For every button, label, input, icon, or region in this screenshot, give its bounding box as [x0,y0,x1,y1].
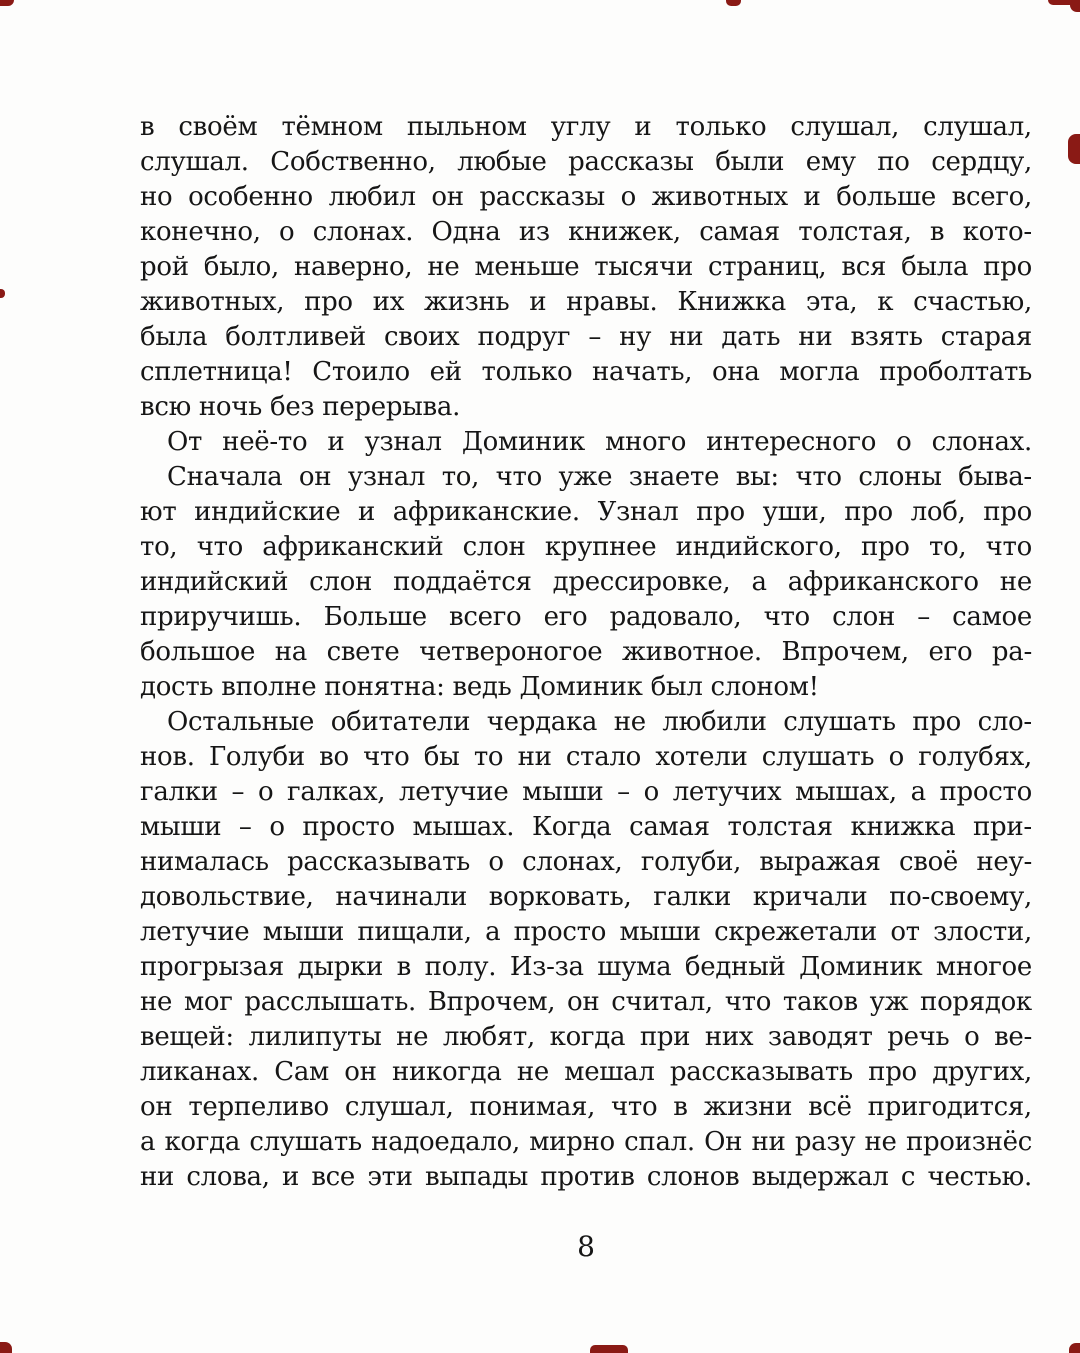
page-number: 8 [577,1230,595,1263]
text-line: конечно, о слонах. Одна из книжек, самая толстая, в кото- [140,217,1032,247]
scan-edge-mark-bottom-right [1069,1343,1080,1353]
scan-edge-mark-bottom-left [0,1342,12,1353]
text-line: нималась рассказывать о слонах, голуби, выражая своё неу- [140,847,1032,877]
text-line: дость вполне понятна: ведь Доминик был слоном! [140,672,819,702]
text-line: но особенно любил он рассказы о животных и больше всего, [140,182,1032,212]
scan-edge-mark-bottom-mark [590,1345,628,1353]
scan-edge-mark-left-speck [0,289,5,298]
scan-edge-mark-right-blob [1068,134,1080,164]
text-line: галки – о галках, летучие мыши – о летучих мышах, а просто [140,777,1032,807]
scan-edge-mark-top-right-corner [1070,0,1080,12]
text-line: нов. Голуби во что бы то ни стало хотели слушать о голубях, [140,742,1032,772]
text-line: то, что африканский слон крупнее индийского, про то, что [140,532,1032,562]
text-line: летучие мыши пищали, а просто мыши скрежетали от злости, [140,917,1032,947]
text-line: довольствие, начинали ворковать, галки кричали по-своему, [140,882,1032,912]
text-line: ют индийские и африканские. Узнал про уши, про лоб, про [140,497,1032,527]
text-line: Остальные обитатели чердака не любили слушать про сло- [167,707,1032,737]
text-line: приручишь. Больше всего его радовало, что слон – самое [140,602,1032,632]
text-line: От неё-то и узнал Доминик много интересного о слонах. [167,427,1032,457]
text-line: мыши – о просто мышах. Когда самая толстая книжка при- [140,812,1032,842]
scan-edge-mark-top-left [0,0,14,6]
text-line: сплетница! Стоило ей только начать, она могла проболтать [140,357,1032,387]
text-line: а когда слушать надоедало, мирно спал. Он ни разу не произнёс [140,1127,1032,1157]
text-line: ни слова, и все эти выпады против слонов выдержал с честью. [140,1162,1032,1192]
text-line: ликанах. Сам он никогда не мешал рассказывать про других, [140,1057,1032,1087]
text-block [140,110,1032,1195]
text-line: в своём тёмном пыльном углу и только слушал, слушал, [140,112,1032,142]
text-line: была болтливей своих подруг – ну ни дать ни взять старая [140,322,1032,352]
text-line: он терпеливо слушал, понимая, что в жизни всё пригодится, [140,1092,1032,1122]
text-line: слушал. Собственно, любые рассказы были ему по сердцу, [140,147,1032,177]
text-line: прогрызая дырки в полу. Из-за шума бедный Доминик многое [140,952,1032,982]
text-line: вещей: лилипуты не любят, когда при них заводят речь о ве- [140,1022,1032,1052]
text-line: большое на свете четвероногое животное. Впрочем, его ра- [140,637,1032,667]
scan-edge-mark-top-tick [726,0,741,6]
text-line: индийский слон поддаётся дрессировке, а африканского не [140,567,1032,597]
text-line: рой было, наверно, не меньше тысячи страниц, вся была про [140,252,1032,282]
text-line: всю ночь без перерыва. [140,392,461,422]
text-line: животных, про их жизнь и нравы. Книжка эта, к счастью, [140,287,1032,317]
text-line: не мог расслышать. Впрочем, он считал, что таков уж порядок [140,987,1032,1017]
text-line: Сначала он узнал то, что уже знаете вы: что слоны быва- [167,462,1032,492]
